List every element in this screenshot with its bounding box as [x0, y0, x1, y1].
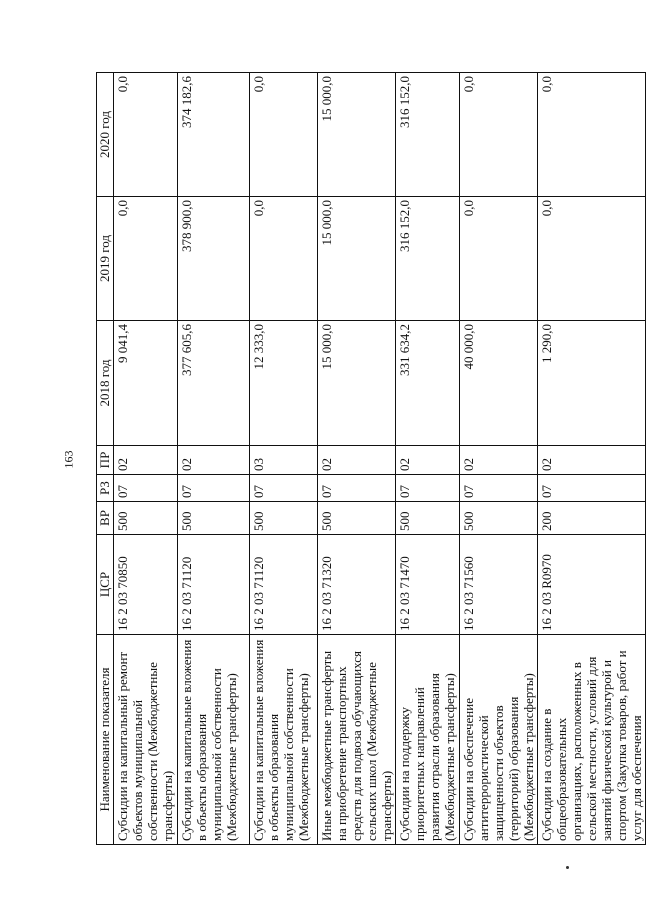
table-row — [538, 73, 646, 845]
cell-2020: 0,0 — [114, 73, 178, 197]
cell-2019: 0,0 — [460, 197, 538, 321]
cell-rz: 07 — [250, 475, 318, 502]
table-header-row — [97, 73, 114, 845]
header-rz: РЗ — [97, 475, 114, 502]
cell-vr: 500 — [250, 502, 318, 535]
cell-2019: 15 000,0 — [318, 197, 396, 321]
cell-2018: 12 333,0 — [250, 321, 318, 446]
cell-vr: 500 — [114, 502, 178, 535]
cell-name: Иные межбюджетные трансферты на приобретение транспортных средств для подвоза обучающихся сельских школ (Межбюджетные трансферты) — [318, 635, 396, 845]
table-row — [318, 73, 396, 845]
cell-vr: 500 — [178, 502, 250, 535]
cell-2018: 331 634,2 — [396, 321, 460, 446]
cell-2018: 40 000,0 — [460, 321, 538, 446]
cell-vr: 500 — [318, 502, 396, 535]
header-csr: ЦСР — [97, 535, 114, 635]
cell-csr: 16 2 03 R0970 — [538, 535, 646, 635]
cell-2019: 0,0 — [538, 197, 646, 321]
page-number: 163 — [61, 450, 76, 469]
budget-table — [96, 72, 646, 845]
cell-name: Субсидии на поддержку приоритетных направлений развития отрасли образования (Межбюджетные трансферты) — [396, 635, 460, 845]
cell-rz: 07 — [178, 475, 250, 502]
table-row — [178, 73, 250, 845]
cell-name: Субсидии на капитальные вложения в объекты образования муниципальной собственности (Межбюджетные трансферты) — [250, 635, 318, 845]
cell-vr: 500 — [396, 502, 460, 535]
cell-rz: 07 — [460, 475, 538, 502]
cell-2020: 316 152,0 — [396, 73, 460, 197]
header-pr: ПР — [97, 446, 114, 475]
cell-2020: 0,0 — [460, 73, 538, 197]
cell-2019: 378 900,0 — [178, 197, 250, 321]
cell-vr: 200 — [538, 502, 646, 535]
cell-csr: 16 2 03 71470 — [396, 535, 460, 635]
cell-2019: 0,0 — [250, 197, 318, 321]
cell-pr: 02 — [460, 446, 538, 475]
header-name: Наименование показателя — [97, 635, 114, 845]
cell-2018: 377 605,6 — [178, 321, 250, 446]
table-row — [114, 73, 178, 845]
table-row — [460, 73, 538, 845]
cell-2018: 9 041,4 — [114, 321, 178, 446]
cell-name: Субсидии на капитальные вложения в объекты образования муниципальной собственности (Межбюджетные трансферты) — [178, 635, 250, 845]
cell-pr: 02 — [114, 446, 178, 475]
header-2020: 2020 год — [97, 73, 114, 197]
cell-2020: 0,0 — [250, 73, 318, 197]
header-2018: 2018 год — [97, 321, 114, 446]
cell-csr: 16 2 03 71560 — [460, 535, 538, 635]
cell-rz: 07 — [396, 475, 460, 502]
cell-pr: 02 — [396, 446, 460, 475]
header-2019: 2019 год — [97, 197, 114, 321]
cell-2019: 316 152,0 — [396, 197, 460, 321]
cell-2020: 0,0 — [538, 73, 646, 197]
cell-rz: 07 — [538, 475, 646, 502]
cell-rz: 07 — [318, 475, 396, 502]
header-vr: ВР — [97, 502, 114, 535]
cell-vr: 500 — [460, 502, 538, 535]
cell-csr: 16 2 03 71320 — [318, 535, 396, 635]
cell-2020: 15 000,0 — [318, 73, 396, 197]
cell-csr: 16 2 03 71120 — [250, 535, 318, 635]
cell-csr: 16 2 03 70850 — [114, 535, 178, 635]
rotated-table-container — [96, 73, 644, 845]
cell-csr: 16 2 03 71120 — [178, 535, 250, 635]
cell-2018: 15 000,0 — [318, 321, 396, 446]
table-row — [396, 73, 460, 845]
cell-2020: 374 182,6 — [178, 73, 250, 197]
cell-pr: 03 — [250, 446, 318, 475]
cell-2019: 0,0 — [114, 197, 178, 321]
cell-pr: 02 — [538, 446, 646, 475]
table-row — [250, 73, 318, 845]
cell-rz: 07 — [114, 475, 178, 502]
cell-name: Субсидии на капитальный ремонт объектов муниципальной собственности (Межбюджетные трансферты) — [114, 635, 178, 845]
cell-name: Субсидии на создание в общеобразовательных организациях, расположенных в сельской местности, условий для занятий физической культурой и спортом (Закупка товаров, работ и услуг для обеспечения — [538, 635, 646, 845]
cell-pr: 02 — [178, 446, 250, 475]
cell-pr: 02 — [318, 446, 396, 475]
scan-speck — [566, 866, 569, 869]
cell-2018: 1 290,0 — [538, 321, 646, 446]
cell-name: Субсидии на обеспечение антитеррористической защищенности объектов (территорий) образования (Межбюджетные трансферты) — [460, 635, 538, 845]
